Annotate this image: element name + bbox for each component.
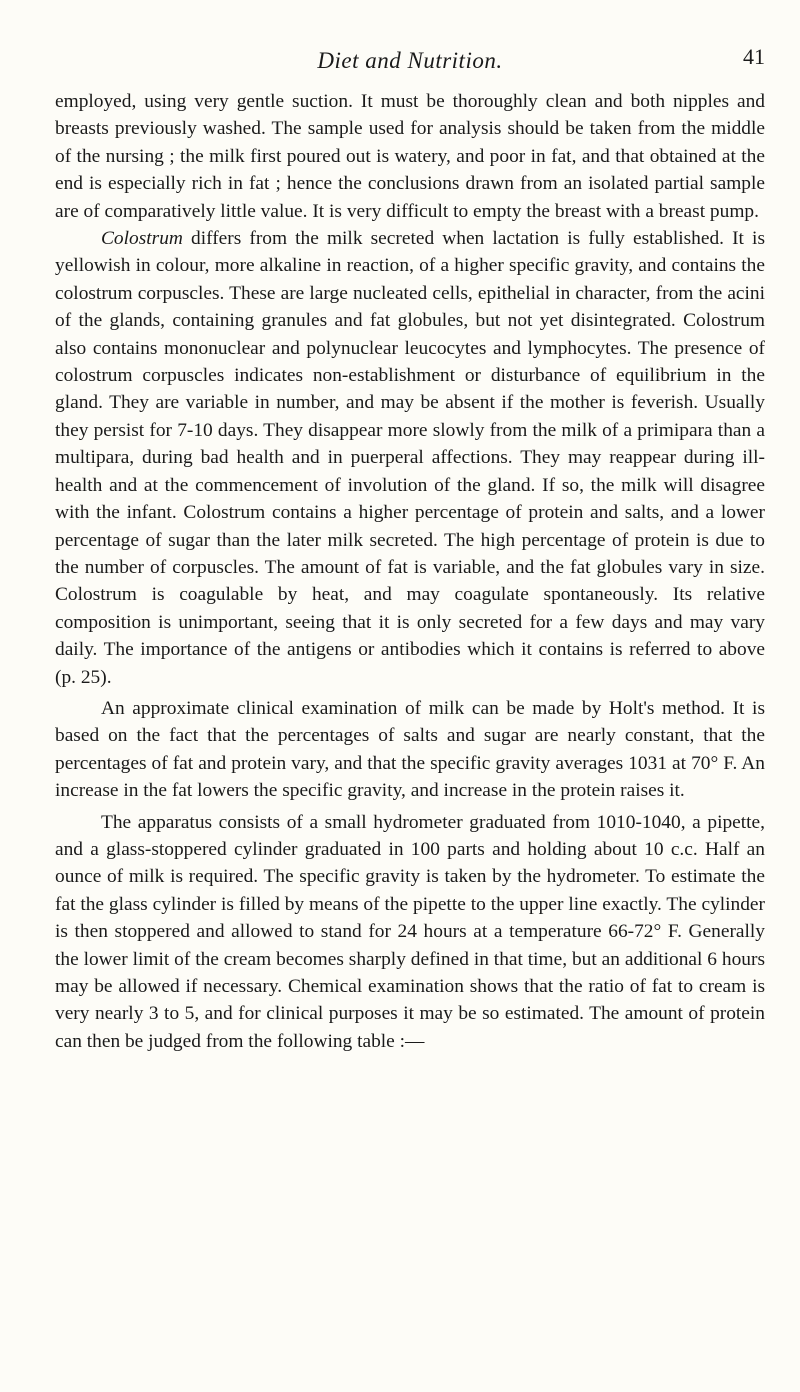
- paragraph-holt-method: An approximate clinical examination of milk can be made by Holt's method. It is based on the fact that the percentages of salts and sugar are nearly constant, that the percentages of fat and protein vary, and that the specific gravity averages 1031 at 70° F. An increase in the fat lowers the specific gravity, and increase in the protein raises it.: [55, 697, 765, 802]
- colostrum-term: Colostrum: [101, 228, 183, 250]
- body-text: [55, 88, 765, 1055]
- paragraph-colostrum: [55, 225, 765, 691]
- page: [55, 44, 765, 1055]
- paragraph-apparatus: The apparatus consists of a small hydrometer graduated from 1010-1040, a pipette, and a glass-stoppered cylinder graduated in 100 parts and holding about 10 c.c. Half an ounce of milk is required. The specific gravity is taken by the hydrometer. To estimate the fat the glass cylinder is filled by means of the pipette to the upper line exactly. The cylinder is then stoppered and allowed to stand for 24 hours at a temperature 66-72° F. Generally the lower limit of the cream becomes sharply defined in that time, but an additional 6 hours may be allowed if necessary. Chemical examination shows that the ratio of fat to cream is very nearly 3 to 5, and for clinical purposes it may be so estimated. The amount of protein can then be judged from the following table :—: [55, 811, 765, 1052]
- running-head-title: Diet and Nutrition.: [317, 48, 503, 73]
- page-number: 41: [743, 44, 765, 69]
- paragraph-continued: employed, using very gentle suction. It must be thoroughly clean and both nipples and breasts previously washed. The sample used for analysis should be taken from the middle of the nursing ; the milk first poured out is watery, and poor in fat, and that obtained at the end is especially rich in fat ; hence the conclusions drawn from an isolated partial sample are of comparatively little value. It is very difficult to empty the breast with a breast pump.: [55, 91, 765, 222]
- paragraph-colostrum-text: differs from the milk secreted when lactation is fully established. It is yellowish in colour, more alkaline in reaction, of a higher specific gravity, and contains the colostrum corpuscles. These are large nucleated cells, epithelial in character, from the acini of the glands, containing granules and fat globules, but not yet disintegrated. Colostrum also contains mononuclear and polynuclear leucocytes and lymphocytes. The presence of colostrum corpuscles indicates non-establishment or disturbance of equilibrium in the gland. They are variable in number, and may be absent if the mother is feverish. Usually they persist for 7-10 days. They disappear more slowly from the milk of a primipara than a multipara, during bad health and in puerperal affections. They may reappear during ill-health and at the commencement of involution of the gland. If so, the milk will disagree with the infant. Colostrum contains a higher percentage of protein and salts, and a lower percentage of sugar than the later milk secreted. The high percentage of protein is due to the number of corpuscles. The amount of fat is variable, and the fat globules vary in size. Colostrum is coagulable by heat, and may coagulate spontaneously. Its relative composition is unimportant, seeing that it is only secreted for a few days and may vary daily. The importance of the antigens or antibodies which it contains is referred to above (p. 25).: [55, 228, 765, 688]
- running-head: [55, 44, 765, 88]
